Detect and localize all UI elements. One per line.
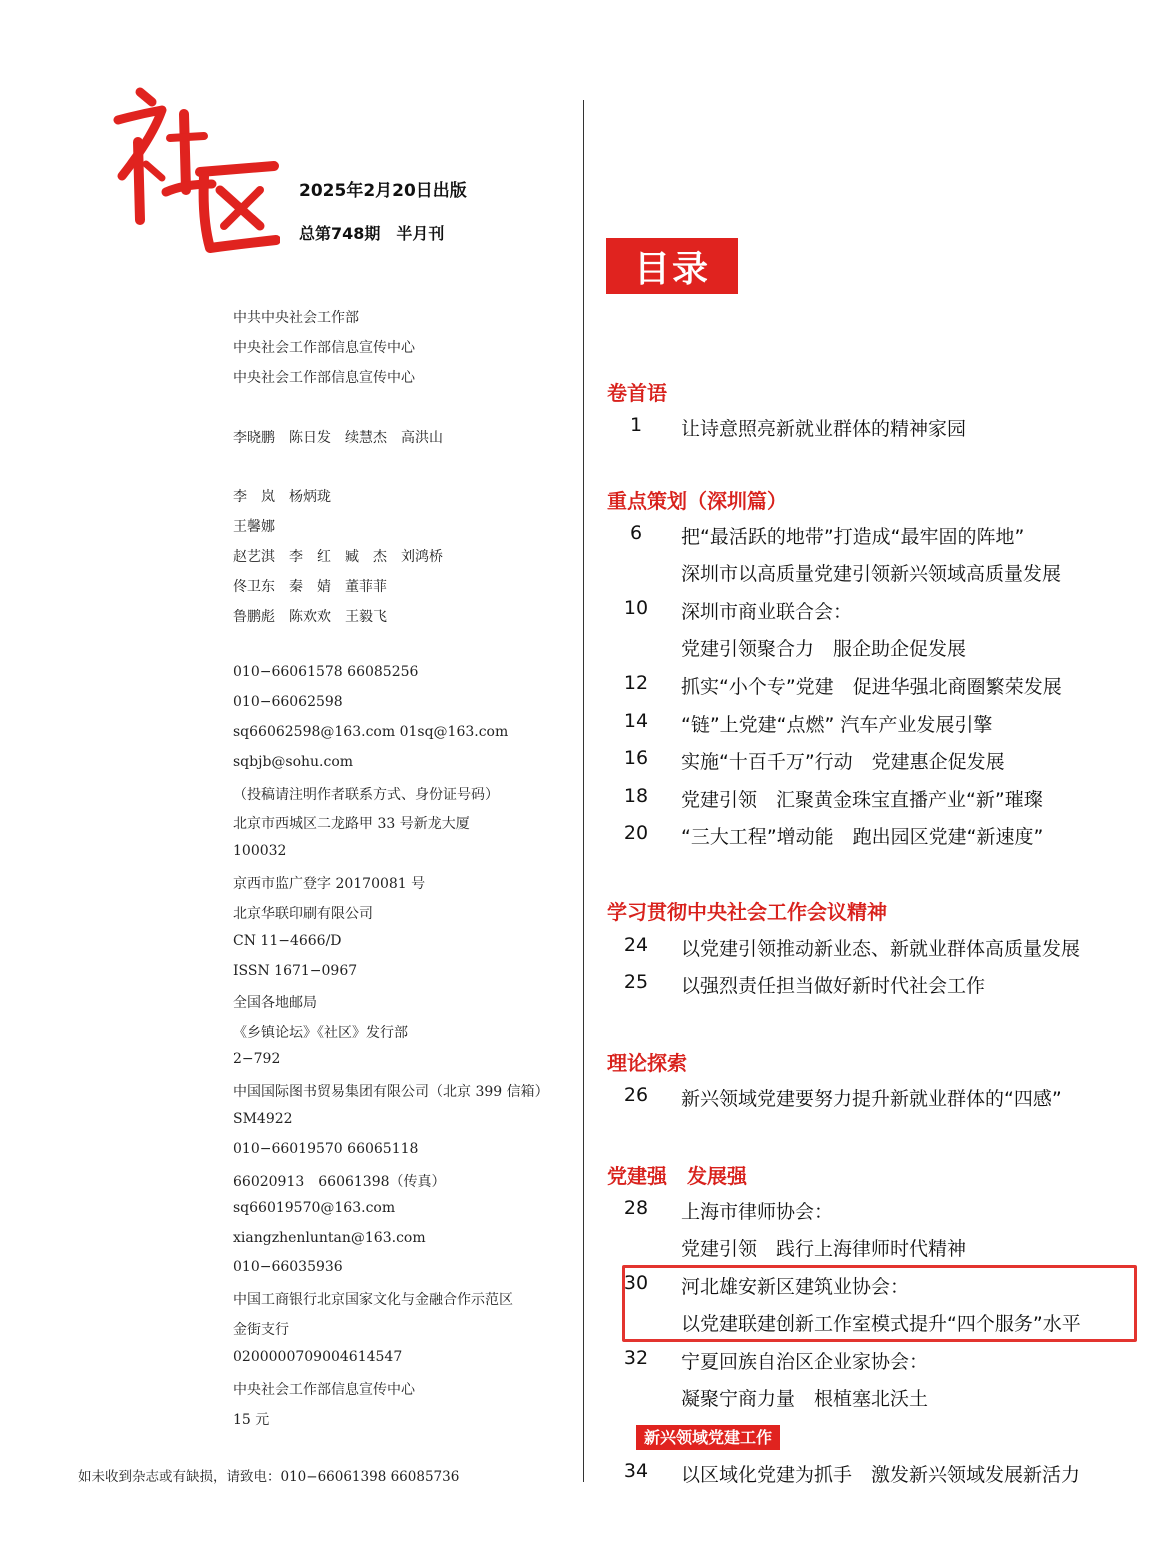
toc-page-number: 30 bbox=[623, 1272, 649, 1294]
imprint-value: 北京市西城区二龙路甲 33 号新龙大厦 bbox=[233, 816, 470, 832]
imprint-value: 0200000709004614547 bbox=[233, 1349, 403, 1365]
imprint-row bbox=[0, 963, 583, 985]
imprint-value: 010−66019570 66065118 bbox=[233, 1141, 419, 1157]
toc-article-title[interactable]: 深圳市商业联合会： bbox=[681, 601, 853, 623]
imprint-value: 李 岚 杨炳珑 bbox=[233, 489, 331, 505]
toc-article-title[interactable]: “链”上党建“点燃” 汽车产业发展引擎 bbox=[681, 714, 993, 736]
imprint-value: ISSN 1671−0967 bbox=[233, 963, 358, 979]
toc-article-title[interactable]: 以党建引领推动新业态、新就业群体高质量发展 bbox=[681, 938, 1081, 960]
toc-article-title[interactable]: 以区域化党建为抓手 激发新兴领域发展新活力 bbox=[681, 1464, 1081, 1486]
imprint-value: 中共中央社会工作部 bbox=[233, 310, 359, 326]
column-divider bbox=[583, 100, 584, 1482]
toc-article-title[interactable]: 实施“十百千万”行动 党建惠企促发展 bbox=[681, 751, 1005, 773]
toc-article-subtitle[interactable]: 党建引领聚合力 服企助企促发展 bbox=[681, 638, 967, 660]
imprint-value: 2−792 bbox=[233, 1051, 281, 1067]
imprint-row bbox=[0, 546, 583, 568]
imprint-value: 15 元 bbox=[233, 1412, 270, 1428]
imprint-value: 中国工商银行北京国家文化与金融合作示范区 bbox=[233, 1292, 513, 1308]
issue-number: 总第748期 半月刊 bbox=[299, 224, 445, 243]
imprint-row bbox=[0, 933, 583, 955]
toc-page-number: 6 bbox=[629, 522, 643, 544]
toc-section-title: 重点策划（深圳篇） bbox=[607, 489, 787, 513]
toc-article-title[interactable]: 宁夏回族自治区企业家协会： bbox=[681, 1351, 929, 1373]
imprint-row bbox=[0, 992, 583, 1014]
toc-article-title[interactable]: 把“最活跃的地带”打造成“最牢固的阵地” bbox=[681, 526, 1025, 548]
imprint-row bbox=[0, 843, 583, 865]
toc-page-number: 16 bbox=[623, 747, 649, 769]
imprint-value: 100032 bbox=[233, 843, 287, 859]
publication-date: 2025年2月20日出版 bbox=[299, 181, 467, 201]
highlight-box bbox=[622, 1265, 1137, 1342]
toc-page-number: 10 bbox=[623, 597, 649, 619]
imprint-row bbox=[0, 903, 583, 925]
imprint-value: 中央社会工作部信息宣传中心 bbox=[233, 1382, 415, 1398]
toc-page-number: 32 bbox=[623, 1347, 649, 1369]
toc-article-subtitle[interactable]: 深圳市以高质量党建引领新兴领域高质量发展 bbox=[681, 563, 1062, 585]
imprint-value: 010−66062598 bbox=[233, 694, 343, 710]
imprint-value-continued: 金街支行 bbox=[233, 1322, 289, 1338]
imprint-value: 全国各地邮局 bbox=[233, 995, 317, 1011]
imprint-row bbox=[0, 516, 583, 538]
imprint-value: sq66019570@163.com bbox=[233, 1200, 396, 1216]
imprint-row bbox=[0, 813, 583, 835]
toc-article-title[interactable]: 抓实“小个专”党建 促进华强北商圈繁荣发展 bbox=[681, 676, 1062, 698]
imprint-row bbox=[0, 337, 583, 359]
imprint-row bbox=[0, 694, 583, 716]
toc-page-number: 20 bbox=[623, 822, 649, 844]
imprint-value: 北京华联印刷有限公司 bbox=[233, 906, 373, 922]
imprint-row bbox=[0, 1259, 583, 1281]
toc-page-number: 1 bbox=[629, 414, 643, 436]
imprint-value: 010−66035936 bbox=[233, 1259, 343, 1275]
imprint-value: CN 11−4666/D bbox=[233, 933, 342, 949]
toc-article-title[interactable]: 让诗意照亮新就业群体的精神家园 bbox=[681, 418, 967, 440]
imprint-value-continued: sqbjb@sohu.com bbox=[233, 754, 354, 770]
imprint-row bbox=[0, 1200, 583, 1222]
imprint-row bbox=[0, 1349, 583, 1371]
imprint-row bbox=[0, 724, 583, 746]
toc-page-number: 34 bbox=[623, 1460, 649, 1482]
toc-article-title[interactable]: 河北雄安新区建筑业协会： bbox=[681, 1276, 910, 1298]
imprint-row bbox=[0, 1289, 583, 1311]
imprint-value-continued: 《乡镇论坛》《社区》发行部 bbox=[233, 1025, 408, 1041]
toc-page-number: 26 bbox=[623, 1084, 649, 1106]
toc-section-title: 学习贯彻中央社会工作会议精神 bbox=[607, 900, 887, 924]
imprint-row bbox=[0, 1141, 583, 1163]
toc-article-title[interactable]: 上海市律师协会： bbox=[681, 1201, 834, 1223]
imprint-row bbox=[0, 1409, 583, 1431]
imprint-row bbox=[0, 427, 583, 449]
toc-article-subtitle[interactable]: 以党建联建创新工作室模式提升“四个服务”水平 bbox=[681, 1313, 1081, 1335]
imprint-value: 中央社会工作部信息宣传中心 bbox=[233, 370, 415, 386]
subsection-badge: 新兴领域党建工作 bbox=[636, 1425, 780, 1450]
footer-note: 如未收到杂志或有缺损，请致电：010−66061398 66085736 bbox=[78, 1469, 460, 1485]
toc-article-title[interactable]: “三大工程”增动能 跑出园区党建“新速度” bbox=[681, 826, 1044, 848]
imprint-row bbox=[0, 1051, 583, 1073]
toc-section-title: 卷首语 bbox=[607, 381, 667, 405]
imprint-value: 010−66061578 66085256 bbox=[233, 664, 419, 680]
imprint-row bbox=[0, 486, 583, 508]
toc-article-title[interactable]: 以强烈责任担当做好新时代社会工作 bbox=[681, 975, 986, 997]
imprint-value-continued: 鲁鹏彪 陈欢欢 王毅飞 bbox=[233, 609, 387, 625]
toc-header: 目录 bbox=[606, 238, 738, 294]
imprint-row bbox=[0, 576, 583, 598]
toc-page-number: 18 bbox=[623, 785, 649, 807]
imprint-value: SM4922 bbox=[233, 1111, 293, 1127]
imprint-value-continued: xiangzhenluntan@163.com bbox=[233, 1230, 426, 1246]
toc-page-number: 28 bbox=[623, 1197, 649, 1219]
imprint-row bbox=[0, 367, 583, 389]
imprint-row bbox=[0, 664, 583, 686]
imprint-row bbox=[0, 1379, 583, 1401]
imprint-value: 中央社会工作部信息宣传中心 bbox=[233, 340, 415, 356]
imprint-row bbox=[0, 873, 583, 895]
imprint-value: 佟卫东 秦 婧 董菲菲 bbox=[233, 579, 387, 595]
imprint-row bbox=[0, 1081, 583, 1103]
imprint-row bbox=[0, 307, 583, 329]
imprint-row bbox=[0, 1111, 583, 1133]
toc-section-title: 党建强 发展强 bbox=[607, 1164, 747, 1188]
toc-article-title[interactable]: 党建引领 汇聚黄金珠宝直播产业“新”璀璨 bbox=[681, 789, 1043, 811]
imprint-value: sq66062598@163.com 01sq@163.com bbox=[233, 724, 509, 740]
toc-section-title: 理论探索 bbox=[607, 1051, 687, 1075]
toc-page-number: 14 bbox=[623, 710, 649, 732]
imprint-value-continued: 66020913 66061398（传真） bbox=[233, 1174, 446, 1190]
imprint-value: 中国国际图书贸易集团有限公司（北京 399 信箱） bbox=[233, 1084, 549, 1100]
magazine-logo bbox=[100, 80, 280, 260]
toc-page-number: 25 bbox=[623, 971, 649, 993]
imprint-value: 李晓鹏 陈日发 续慧杰 高洪山 bbox=[233, 430, 443, 446]
imprint-value-continued: （投稿请注明作者联系方式、身份证号码） bbox=[233, 787, 499, 803]
toc-article-title[interactable]: 新兴领域党建要努力提升新就业群体的“四感” bbox=[681, 1088, 1062, 1110]
toc-article-subtitle[interactable]: 凝聚宁商力量 根植塞北沃土 bbox=[681, 1388, 929, 1410]
imprint-value: 赵艺淇 李 红 臧 杰 刘鸿桥 bbox=[233, 549, 443, 565]
toc-page-number: 24 bbox=[623, 934, 649, 956]
toc-page-number: 12 bbox=[623, 672, 649, 694]
imprint-value: 京西市监广登字 20170081 号 bbox=[233, 876, 426, 892]
imprint-value: 王馨娜 bbox=[233, 519, 275, 535]
toc-article-subtitle[interactable]: 党建引领 践行上海律师时代精神 bbox=[681, 1238, 967, 1260]
